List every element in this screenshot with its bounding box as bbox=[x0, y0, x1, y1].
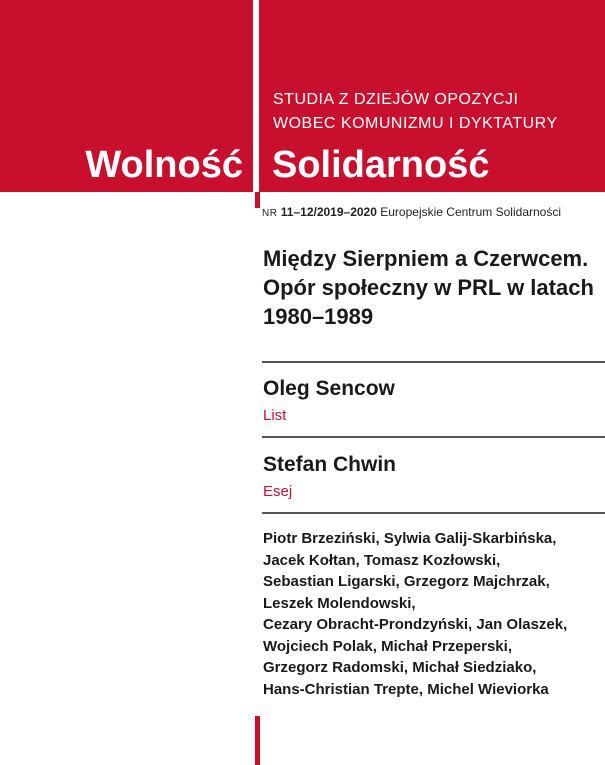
contributors-line: Jacek Kołtan, Tomasz Kozłowski, bbox=[263, 551, 501, 569]
contributors-line: Hans-Christian Trepte, Michel Wieviorka bbox=[263, 680, 549, 698]
feature-genre: Esej bbox=[263, 483, 293, 500]
contributors-line: Wojciech Polak, Michał Przeperski, bbox=[263, 637, 512, 655]
issue-prefix: NR bbox=[262, 208, 278, 219]
issue-info bbox=[262, 204, 561, 222]
main-topic-line: Między Sierpniem a Czerwcem. bbox=[263, 246, 589, 271]
journal-title-left: Wolność bbox=[85, 144, 243, 186]
contributors-line: Sebastian Ligarski, Grzegorz Majchrzak, bbox=[263, 573, 550, 590]
main-topic-line: Opór społeczny w PRL w latach bbox=[263, 275, 594, 300]
series-subtitle bbox=[273, 88, 558, 136]
main-topic-line: 1980–1989 bbox=[263, 304, 374, 329]
contributors-line: Leszek Molendowski, bbox=[263, 594, 416, 612]
contributors-line: Grzegorz Radomski, Michał Siedziako, bbox=[263, 659, 537, 676]
section-rule bbox=[262, 361, 605, 363]
contributors-line: Cezary Obracht-Prondzyński, Jan Olaszek, bbox=[263, 616, 568, 633]
contributors-list bbox=[263, 528, 603, 700]
section-rule bbox=[262, 512, 605, 514]
divider-accent-top bbox=[255, 192, 260, 208]
feature-author: Stefan Chwin bbox=[263, 453, 397, 476]
subtitle-line: STUDIA Z DZIEJÓW OPOZYCJI bbox=[273, 91, 519, 108]
journal-title-right: Solidarność bbox=[272, 144, 490, 186]
contributors-line: Piotr Brzeziński, Sylwia Galij-Skarbińska, bbox=[263, 530, 557, 547]
divider-accent-bottom bbox=[255, 716, 260, 765]
main-topic bbox=[263, 244, 598, 331]
issue-number: 11–12/2019–2020 bbox=[280, 205, 377, 219]
title-divider bbox=[253, 0, 259, 192]
feature-genre: List bbox=[263, 407, 287, 424]
feature-author: Oleg Sencow bbox=[263, 377, 395, 400]
publisher: Europejskie Centrum Solidarności bbox=[380, 205, 561, 219]
subtitle-line: WOBEC KOMUNIZMU I DYKTATURY bbox=[273, 115, 558, 132]
section-rule bbox=[262, 436, 605, 438]
